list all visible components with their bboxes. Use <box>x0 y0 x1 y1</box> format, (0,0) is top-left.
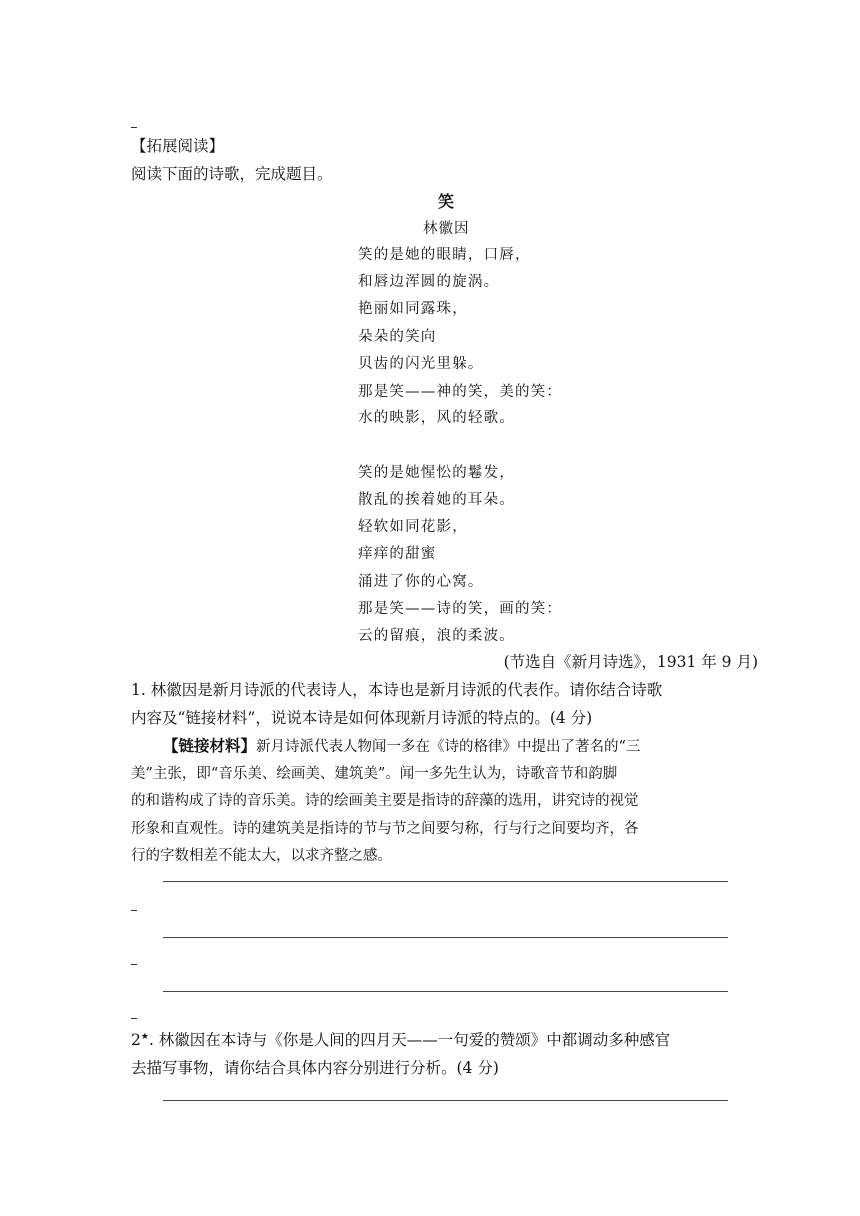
question-2-line-1 <box>131 1028 670 1050</box>
poem-line: 笑的是她惺忪的鬈发， <box>358 465 515 481</box>
dash-mark <box>131 964 137 965</box>
material-line-3: 的和谐构成了诗的音乐美。诗的绘画美主要是指诗的辞藻的选用，讲究诗的视觉 <box>131 793 639 809</box>
answer-line[interactable] <box>163 991 728 992</box>
poem-line: 笑的是她的眼睛，口唇， <box>358 247 531 263</box>
star-icon: ★ <box>140 1031 149 1042</box>
poem-source: (节选自《新月诗选》，1931 年 9 月) <box>503 653 758 671</box>
poem-line: 贝齿的闪光里躲。 <box>358 356 484 372</box>
material-label: 【链接材料】 <box>163 736 257 755</box>
question-1-line-1: 1. 林徽因是新月诗派的代表诗人，本诗也是新月诗派的代表作。请你结合诗歌 <box>131 681 663 699</box>
material-line-2: 美”主张，即“音乐美、绘画美、建筑美”。闻一多先生认为，诗歌音节和韵脚 <box>131 766 618 782</box>
material-line-4: 形象和直观性。诗的建筑美是指诗的节与节之间要匀称，行与行之间要均齐，各 <box>131 821 639 837</box>
section-title: 【拓展阅读】 <box>131 137 225 155</box>
poem-line: 散乱的挨着她的耳朵。 <box>358 492 515 508</box>
material-line-1 <box>163 734 640 756</box>
answer-line[interactable] <box>163 937 728 938</box>
poem-line: 朵朵的笑向 <box>358 329 437 345</box>
poem-line: 那是笑——诗的笑，画的笑： <box>358 601 563 617</box>
poem-line: 轻软如同花影， <box>358 519 468 535</box>
poem-title: 笑 <box>438 192 455 211</box>
question-2-number: 2 <box>131 1031 141 1049</box>
poem-line: 涌进了你的心窝。 <box>358 574 484 590</box>
dash-mark <box>131 127 137 128</box>
material-text: 新月诗派代表人物闻一多在《诗的格律》中提出了著名的“三 <box>256 739 641 755</box>
dash-mark <box>131 1018 137 1019</box>
question-1-line-2: 内容及“链接材料”，说说本诗是如何体现新月诗派的特点的。(4 分) <box>131 709 593 727</box>
poem-line: 艳丽如同露珠， <box>358 301 468 317</box>
poem-line: 痒痒的甜蜜 <box>358 546 437 562</box>
instruction: 阅读下面的诗歌，完成题目。 <box>131 165 333 183</box>
poem-line: 和唇边浑圆的旋涡。 <box>358 274 500 290</box>
poem-line: 云的留痕，浪的柔波。 <box>358 628 515 644</box>
answer-line[interactable] <box>163 881 728 882</box>
poem-line: 水的映影，风的轻歌。 <box>358 410 515 426</box>
dash-mark <box>131 910 137 911</box>
answer-line[interactable] <box>163 1100 728 1101</box>
material-line-5: 行的字数相差不能太大，以求齐整之感。 <box>131 848 392 864</box>
question-2-text: . 林徽因在本诗与《你是人间的四月天——一句爱的赞颂》中都调动多种感官 <box>148 1031 671 1049</box>
question-2-line-2: 去描写事物，请你结合具体内容分别进行分析。(4 分) <box>131 1059 499 1077</box>
poem-line: 那是笑——神的笑，美的笑： <box>358 384 563 400</box>
poem-author: 林徽因 <box>423 221 470 237</box>
